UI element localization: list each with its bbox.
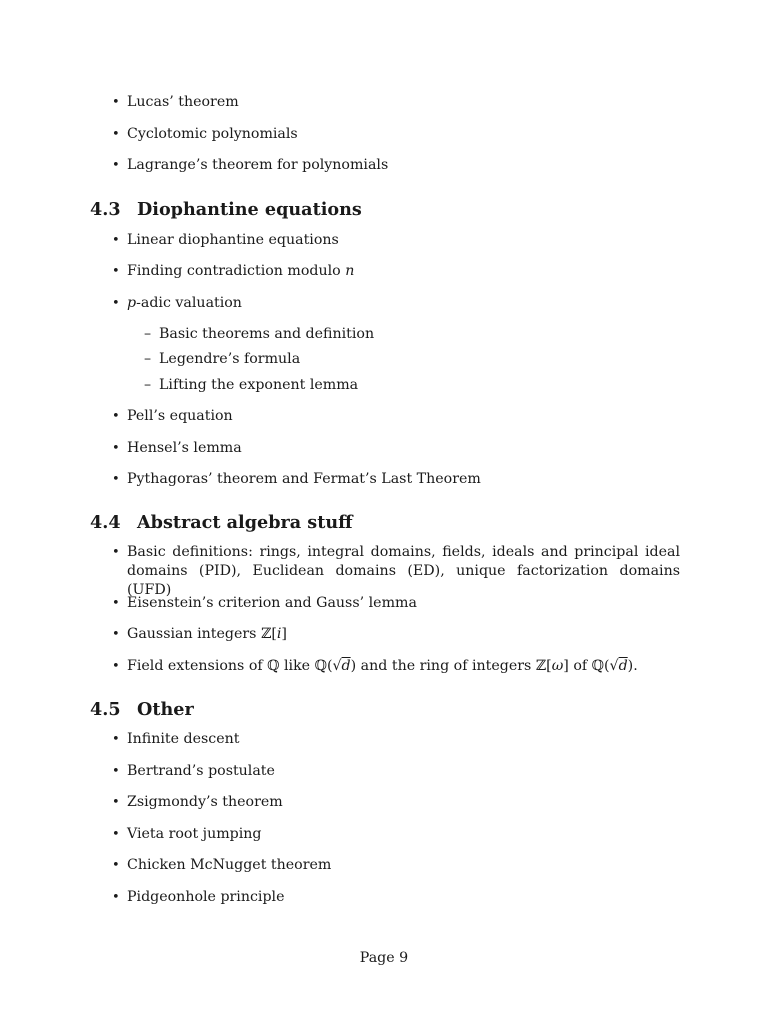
bullet-icon: •: [112, 472, 120, 487]
list-item: • Field extensions of ℚ like ℚ(√d) and the ring of integers ℤ[ω] of ℚ(√d).: [112, 658, 638, 674]
dash-icon: –: [144, 351, 152, 367]
bullet-icon: •: [112, 158, 120, 173]
bullet-icon: •: [112, 264, 120, 279]
bullet-icon: •: [112, 409, 120, 424]
list-item: • p-adic valuation: [112, 295, 242, 311]
page-number: Page 9: [359, 950, 409, 966]
bullet-icon: •: [112, 441, 120, 456]
bullet-icon: •: [112, 627, 120, 642]
bullet-icon: •: [112, 127, 120, 142]
bullet-icon: •: [112, 296, 120, 311]
bullet-icon: •: [112, 890, 120, 905]
list-item: • Eisenstein’s criterion and Gauss’ lemma: [112, 595, 417, 611]
list-item: • Gaussian integers ℤ[i]: [112, 626, 287, 642]
list-item: • Lagrange’s theorem for polynomials: [112, 157, 389, 173]
section-title: Other: [137, 699, 194, 720]
section-heading-4-4: [90, 512, 353, 534]
dash-icon: –: [144, 326, 152, 342]
bullet-icon: •: [112, 545, 120, 560]
list-item: • Pythagoras’ theorem and Fermat’s Last Theorem: [112, 471, 481, 487]
list-item: • Bertrand’s postulate: [112, 763, 275, 779]
list-item: • Infinite descent: [112, 731, 240, 747]
sub-list-item: – Basic theorems and definition: [144, 326, 375, 342]
list-item: • Chicken McNugget theorem: [112, 857, 332, 873]
bullet-icon: •: [112, 795, 120, 810]
bullet-icon: •: [112, 732, 120, 747]
bullet-icon: •: [112, 233, 120, 248]
bullet-icon: •: [112, 858, 120, 873]
section-number: 4.3: [90, 199, 121, 220]
section-title: Diophantine equations: [137, 199, 362, 220]
list-item: • Cyclotomic polynomials: [112, 126, 298, 142]
list-item: • Finding contradiction modulo n: [112, 263, 355, 279]
bullet-icon: •: [112, 764, 120, 779]
section-heading-4-5: [90, 699, 194, 721]
math-variable: p: [127, 295, 137, 311]
list-item: • Pell’s equation: [112, 408, 233, 424]
sub-list-item: – Lifting the exponent lemma: [144, 377, 359, 393]
bullet-icon: •: [112, 95, 120, 110]
section-number: 4.5: [90, 699, 121, 720]
bullet-icon: •: [112, 827, 120, 842]
section-heading-4-3: [90, 199, 362, 221]
bullet-icon: •: [112, 596, 120, 611]
list-item: • Lucas’ theorem: [112, 94, 239, 110]
bullet-icon: •: [112, 659, 120, 674]
list-item: • Hensel’s lemma: [112, 440, 242, 456]
list-item: • Linear diophantine equations: [112, 232, 339, 248]
section-number: 4.4: [90, 512, 121, 533]
list-item: • Zsigmondy’s theorem: [112, 794, 283, 810]
list-item: • Pidgeonhole principle: [112, 889, 285, 905]
math-variable: n: [345, 263, 355, 279]
dash-icon: –: [144, 377, 152, 393]
list-item: • Vieta root jumping: [112, 826, 262, 842]
list-item: • Basic definitions: rings, integral domains, fields, ideals and principal ideal domains (PID), Euclidean domains (ED), unique factorization domains (UFD): [112, 544, 680, 598]
section-title: Abstract algebra stuff: [137, 512, 353, 533]
sub-list-item: – Legendre’s formula: [144, 351, 301, 367]
